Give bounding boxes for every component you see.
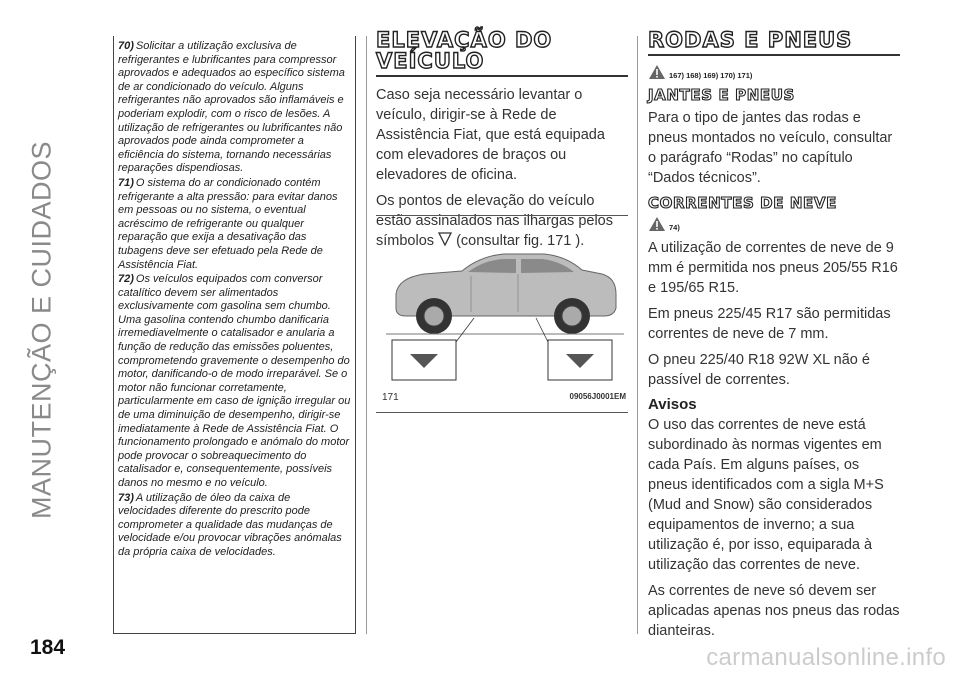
title-rule xyxy=(648,54,900,56)
paragraph: Para o tipo de jantes das rodas e pneus montados no veículo, consultar o parágrafo “Rodas” no capítulo “Dados técnicos”. xyxy=(648,110,893,186)
paragraph: O uso das correntes de neve está subordinado às normas vigentes em cada País. Em alguns países, os pneus identificados com a sigla M+S (Mud and Snow) são considerados equipamentos de inverno; a sua utilização é, por isso, equiparada à utilização das correntes de neve. xyxy=(648,417,884,573)
section-title: RODAS E PNEUS xyxy=(648,28,853,52)
warning-triangle-icon xyxy=(648,64,666,80)
page-number: 184 xyxy=(30,636,66,659)
paragraph: Caso seja necessário levantar o veículo, dirigir-se à Rede de Assistência Fiat, que está equipada com elevadores de braços ou elevadores de oficina. xyxy=(376,87,605,183)
watermark: carmanualsonline.info xyxy=(706,644,946,671)
figure-code: 09056J0001EM xyxy=(569,392,626,401)
warning-71: 71) O sistema do ar condicionado contém refrigerante a alta pressão: para evitar danos em pessoas ou no sistema, o eventual acréscimo de refrigerante ou qualquer reparação que exija a desativação das tubagens deve ser efetuado pela Rede de Assistência Fiat. xyxy=(118,176,338,271)
title-rule xyxy=(376,75,628,77)
warning-refs: 74) xyxy=(648,216,900,232)
paragraph: Em pneus 225/45 R17 são permitidas correntes de neve de 7 mm. xyxy=(648,306,891,342)
warning-triangle-icon xyxy=(648,216,666,232)
warning-70: 70) Solicitar a utilização exclusiva de refrigerantes e lubrificantes para compressor aprovados e adequados ao específico sistema de ar condicionado do veículo. Alguns refrigerantes não aprovados são inflamáveis e poderiam explodir, com o risco de lesões. A utilização de refrigerantes ou lubrificantes não aprovados pode ainda comprometer a eficiência do sistema, tornando necessárias reparações dispendiosas. xyxy=(118,40,345,175)
notes-heading: Avisos xyxy=(648,396,697,413)
warning-72: 72) Os veículos equipados com conversor catalítico devem ser alimentados exclusivamente com gasolina sem chumbo. Uma gasolina contendo chumbo danificaria irremediavelmente o catalisador e anularia a função de redução das emissões poluentes, comprometendo gravemente o desempenho do motor, danificando-o de modo irreparável. Se o motor não funcionar corretamente, particularmente em caso de ignição irregular ou de uma diminuição de desempenho, dirigir-se imediatamente à Rede de Assistência Fiat. O funcionamento prolongado e anómalo do motor pode provocar o sobreaquecimento do catalisador e, consequentemente, possíveis danos no mesmo e no veículo. xyxy=(118,273,351,489)
figure-171 xyxy=(376,215,628,414)
warnings-box xyxy=(113,36,356,634)
warning-73: 73) A utilização de óleo da caixa de velocidades diferente do prescrito pode comprometer a qualidade das mudanças de velocidade e/ou provocar vibrações anómalas da própria caixa de velocidades. xyxy=(118,491,342,558)
section-title: ELEVAÇÃO DO VEÍCULO xyxy=(376,28,553,73)
warning-refs: 167) 168) 169) 170) 171) xyxy=(648,64,900,80)
paragraph: O pneu 225/40 R18 92W XL não é passível de correntes. xyxy=(648,352,870,388)
wheels-section xyxy=(648,30,900,647)
paragraph: Os pontos de elevação do veículo estão assinalados nas ilhargas pelos símbolos (consultar fig. 171 ). xyxy=(376,193,613,249)
column-divider xyxy=(366,36,367,634)
car-lift-points-illustration xyxy=(376,216,628,386)
subheading: JANTES E PNEUS xyxy=(648,86,795,104)
figure-bottom-rule xyxy=(376,412,628,413)
paragraph: As correntes de neve só devem ser aplicadas apenas nos pneus das rodas dianteiras. xyxy=(648,583,900,639)
column-divider xyxy=(637,36,638,634)
subheading: CORRENTES DE NEVE xyxy=(648,194,837,212)
figure-number: 171 xyxy=(382,392,399,403)
paragraph: A utilização de correntes de neve de 9 mm é permitida nos pneus 205/55 R16 e 195/65 R15. xyxy=(648,240,898,296)
